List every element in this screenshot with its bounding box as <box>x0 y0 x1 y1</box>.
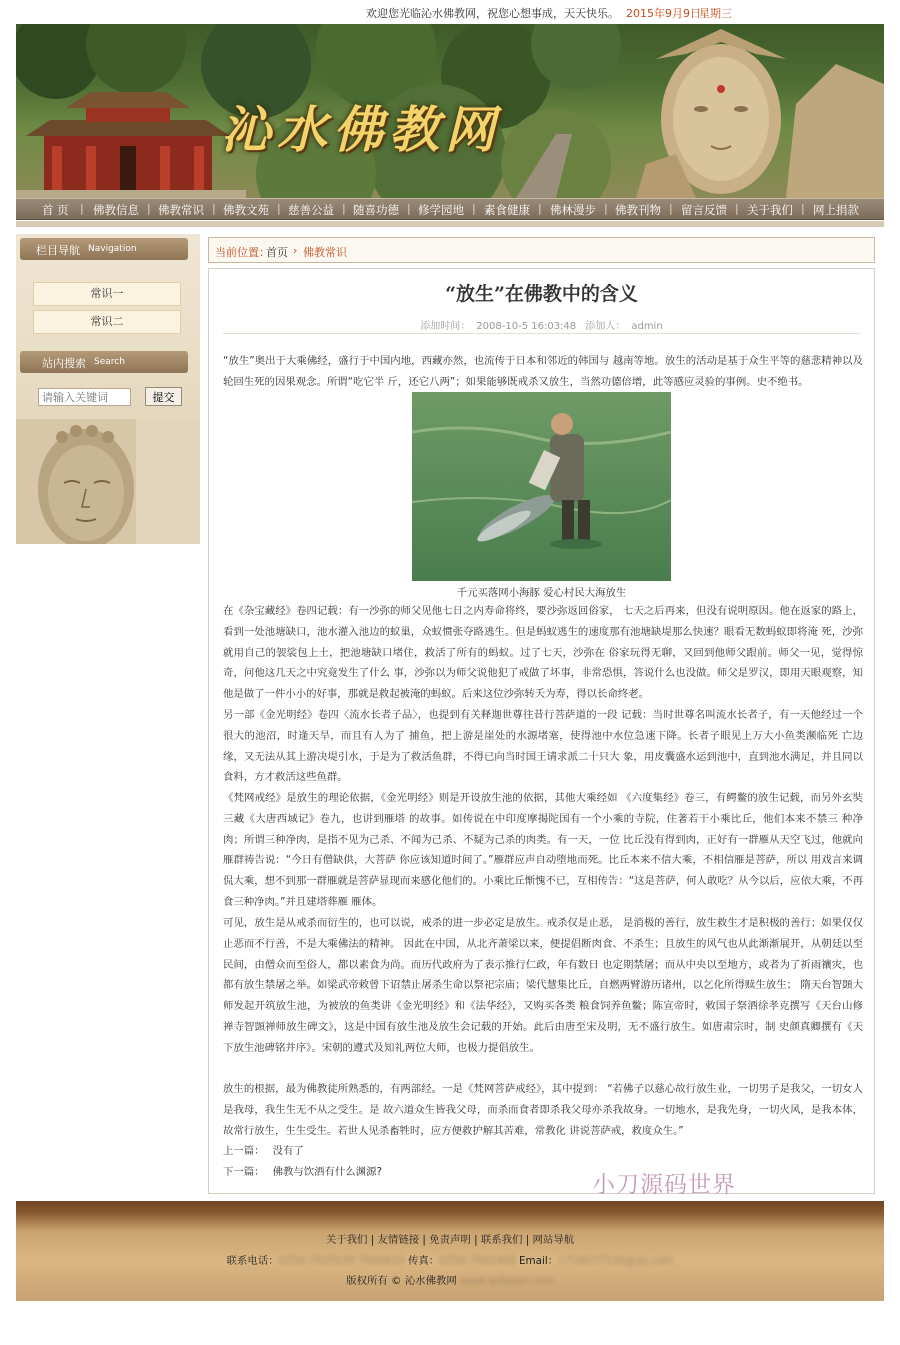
nav-separator: | <box>80 202 84 215</box>
phone-label: 联系电话： <box>226 1255 279 1267</box>
article-photo <box>412 392 671 581</box>
weekday-text: 星期三 <box>699 7 732 20</box>
breadcrumb-label: 当前位置： <box>215 246 270 259</box>
article-intro: “放生”奥出于大乘佛经，盛行于中国内地，西藏亦然，也流传于日本和邻近的韩国与 越南等地。放生的活动是基于众生平等的慈悲精神以及轮回生死的因果观念。所谓“吃它半 斤，还它八两”；如果能够既戒杀又放生，当然功德倍增，此等感应灵验的事例。史不绝书。 <box>223 355 863 388</box>
breadcrumb-home-link[interactable]: 首页 <box>266 246 288 259</box>
nav-separator: | <box>277 202 281 215</box>
nav-item-feedback[interactable]: 留言反馈 <box>681 203 727 217</box>
next-article-label: 下一篇： <box>223 1166 265 1178</box>
article-paragraph-4: 可见，放生是从戒杀而衍生的，也可以说，戒杀的进一步必定是放生。戒杀仅是止恶， 是消极的善行，放生救生才是积极的善行；如果仅仅止恶而不行善，不是大乘佛法的精神。 因此在中国，从北齐萧梁以来，便提倡断肉食、不杀生；且放生的风气也从此渐渐展开，从朝廷以至民间，由僧众而至俗人，都以素食为尚。而历代政府为了表示推行仁政，年有数日 也定期禁屠；而从中央以至地方，或者为了祈雨禳灾，也都有放生禁屠之举。如梁武帝敕曾下诏禁止屠杀生命以祭祀宗庙；梁代慧集比丘，自燃两臂游历诸州，以乞化所得赎生放生； 隋天台智顗大师发起开筑放生池，为被放的鱼类讲《金光明经》和《法华经》，又购买各类 粮食饲养鱼鳖；陈宣帝时，敕国子祭酒徐孝克撰写《天台山修禅寺智顗禅师放生碑文》，这是中国有放生池及放生会记载的开始。此后由唐至宋及明，无不盛行放生。如唐肃宗时，制 史颜真卿撰有《天下放生池碑铭并序》。宋朝的遵式及知礼两位大师，也极力提倡放生。 <box>223 917 863 1054</box>
nav-separator: | <box>604 202 608 215</box>
column-nav-header <box>20 238 188 260</box>
nav-item-home[interactable]: 首 页 <box>42 203 69 217</box>
article-paragraph-1: 在《杂宝藏经》卷四记载：有一沙弥的师父见他七日之内寿命将终，要沙弥返回俗家， 七天之后再来，但没有说明原因。他在返家的路上，看到一处池塘缺口，池水灌入池边的蚁巢，众蚁惯张夺路逃生。但是蚂蚁逃生的速度那有池塘缺堤那么快速？眼看无数蚂蚁即将淹 死，沙弥就用自己的袈裟包上土，把池塘缺口堵住，救活了所有的蚂蚁。过了七天，沙弥在 俗家玩得无聊，又回到他师父跟前。师父一见，觉得惊奇，问他这几天之中究竟发生了什么 事，沙弥以为师父说他犯了戒做了坏事，非常恐惧，答说什么也没做。师父是罗汉，即用天眼观察，知他是做了一件小小的好事，那就是救起被淹的蚂蚁。后来这位沙弥转夭为寿，得以长命终老。 <box>223 605 863 701</box>
fax-label: 传真： <box>407 1255 440 1267</box>
prev-article-label: 上一篇： <box>223 1145 265 1157</box>
nav-item-buddhist-literature[interactable]: 佛教文苑 <box>223 203 269 217</box>
search-input[interactable] <box>38 388 131 406</box>
article-paragraph-3: 《梵网戒经》是放生的理论依据，《金光明经》则是开设放生池的依据，其他大乘经如 《六度集经》卷三，有鳄鳖的放生记载，而另外玄奘三藏《大唐西域记》卷九，也讲到雁塔 的故事。如传说在中印度摩揭陀国有一个小乘的寺院，住著若干小乘比丘，他们本来不禁三 种净肉；所谓三种净肉，是指不见为己杀、不闻为己杀、不疑为己杀的肉类。有一天，一位 比丘没有得到肉，正好有一群雁从天空飞过，他就向雁群祷告说：“今日有僧缺供，大菩萨 你应该知道时间了。”雁群应声自动堕地而死。比丘本来不信大乘，不相信雁是菩萨，所以 用戏言来调侃大乘，想不到那一群雁就是菩萨显现而来感化他们的。小乘比丘惭愧不已，互相传告：“这是菩萨，何人敢吃？从今以后，应依大乘，不再食三种净肉。”并且建塔葬雁 雁体。 <box>223 792 863 908</box>
title-divider <box>223 333 860 334</box>
nav-item-buddhist-knowledge[interactable]: 佛教常识 <box>158 203 204 217</box>
nav-separator: | <box>212 202 216 215</box>
nav-separator: | <box>342 202 346 215</box>
search-title: 站内搜索 <box>42 357 86 370</box>
nav-separator: | <box>538 202 542 215</box>
nav-item-vegetarian[interactable]: 素食健康 <box>484 203 530 217</box>
column-nav-title: 栏目导航 <box>36 244 80 257</box>
nav-separator: | <box>472 202 476 215</box>
search-en: Search <box>94 357 125 367</box>
nav-separator: | <box>669 202 673 215</box>
nav-separator: | <box>407 202 411 215</box>
nav-divider <box>16 221 884 227</box>
header-banner <box>16 24 884 198</box>
meta-time: 2008-10-5 16:03:48 <box>476 321 577 332</box>
footer-links[interactable]: 关于我们 | 友情链接 | 免责声明 | 联系我们 | 网站导航 <box>325 1234 575 1246</box>
nav-item-about[interactable]: 关于我们 <box>747 203 793 217</box>
article-paragraph-2: 另一部《金光明经》卷四〈流水长者子品〉，也提到有关释迦世尊往昔行菩萨道的一段 记载：当时世尊名叫流水长者子，有一天他经过一个很大的池沼，时逢天旱，而且有人为了 捕鱼，把上游是崖处的水源堵塞，使得池中水位急速下降。长者子眼见上万大小鱼类濒临死 亡边缘，又无法从其上游决堤引水，于是为了救活鱼群，不得已向当时国王请求派二十只大 象，用皮囊盛水运到池中，直到池水满足，并且同以食料，方才救活这些鱼群。 <box>223 709 863 784</box>
prev-article-value: 没有了 <box>272 1145 304 1157</box>
email-value: 1718037336@qq.com <box>558 1255 674 1267</box>
breadcrumb-current: 佛教常识 <box>303 246 347 259</box>
article-container <box>208 268 875 1198</box>
copyright-label: 版权所有 © 沁水佛教网 <box>346 1275 457 1287</box>
search-header <box>20 351 188 373</box>
date-text: 2015年9月9日 <box>626 7 701 20</box>
article-title: “放生”在佛教中的含义 <box>445 283 638 305</box>
meta-author-label: 添加人： <box>585 321 626 332</box>
breadcrumb <box>208 237 875 263</box>
footer-copyright <box>16 1272 884 1287</box>
breadcrumb-arrow-icon: › <box>293 244 298 257</box>
buddha-image <box>16 419 200 544</box>
fax-value: 0356-7062468 <box>439 1255 516 1267</box>
next-article <box>223 1163 382 1178</box>
nav-item-charity[interactable]: 慈善公益 <box>288 203 334 217</box>
nav-item-publications[interactable]: 佛教刊物 <box>615 203 661 217</box>
nav-item-forest-walk[interactable]: 佛林漫步 <box>550 203 596 217</box>
nav-item-buddhist-news[interactable]: 佛教信息 <box>93 203 139 217</box>
nav-item-donate[interactable]: 网上捐款 <box>813 203 859 217</box>
watermark-text: 小刀源码世界 <box>592 1172 736 1198</box>
article-meta <box>209 317 874 332</box>
top-bar <box>0 0 900 24</box>
nav-separator: | <box>735 202 739 215</box>
meta-author: admin <box>631 321 663 332</box>
meta-time-label: 添加时间： <box>420 321 471 332</box>
welcome-text: 欢迎您光临沁水佛教网，祝您心想事成，天天快乐。 <box>366 7 619 20</box>
column-nav-en: Navigation <box>88 244 137 254</box>
email-label: Email： <box>518 1255 559 1267</box>
footer <box>16 1201 884 1301</box>
nav-separator: | <box>147 202 151 215</box>
nav-item-study[interactable]: 修学园地 <box>418 203 464 217</box>
sidebar-item-knowledge-2[interactable]: 常识二 <box>33 310 181 334</box>
sidebar <box>16 234 200 544</box>
copyright-url: www.qsfojiao.com <box>460 1275 554 1287</box>
prev-article <box>223 1142 304 1157</box>
phone-value: 0356-7025030 7060629 <box>278 1255 405 1267</box>
main-nav <box>16 198 884 220</box>
photo-caption: 千元买落网小海豚 爱心村民大海放生 <box>456 587 627 599</box>
article-paragraph-5: 放生的根据，最为佛教徒所熟悉的，有两部经。一是《梵网菩萨戒经》，其中提到： “若佛子以慈心故行放生业，一切男子是我父，一切女人是我母，我生生无不从之受生。是 故六道众生皆我父母，而杀而食者即杀我父母亦杀我故身。一切地水，是我先身，一切火风，是我本体，故常行放生，生生受生。若世人见杀畜牲时，应方便救护解其苦难，常教化 讲说菩萨戒，救度众生。” <box>223 1083 863 1137</box>
nav-separator: | <box>801 202 805 215</box>
search-submit-button[interactable]: 提交 <box>145 387 182 406</box>
site-title: 沁水佛教网 <box>221 100 501 159</box>
footer-contact <box>16 1252 884 1267</box>
next-article-link[interactable]: 佛教与饮酒有什么渊源? <box>272 1166 382 1178</box>
sidebar-item-knowledge-1[interactable]: 常识一 <box>33 282 181 306</box>
nav-item-merit[interactable]: 随喜功德 <box>353 203 399 217</box>
